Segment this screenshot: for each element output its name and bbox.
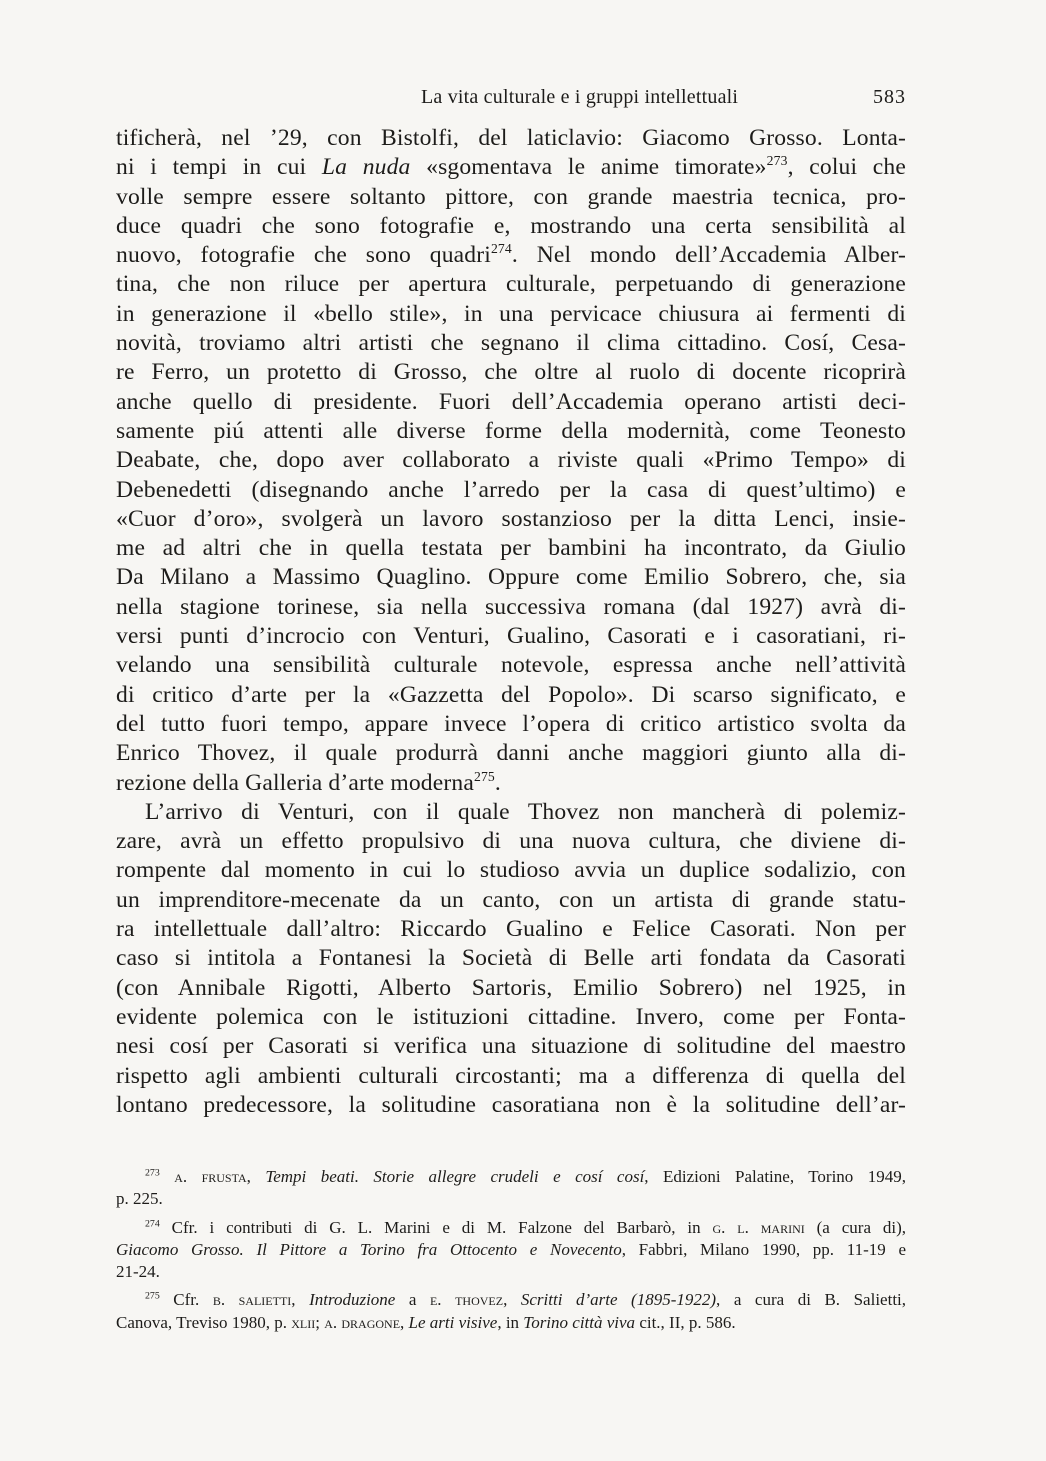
footnote-line: $^{273}$ a. frusta, Tempi beati. Storie allegre crudeli e cosí cosí, Edizioni Palatine, Torino 1949,: [145, 1167, 906, 1186]
body-line: del tutto fuori tempo, appare invece l’opera di critico artistico svolta da: [116, 710, 906, 737]
page-header: [116, 82, 906, 116]
body-line: Enrico Thovez, il quale produrrà danni anche maggiori giunto alla di-: [116, 740, 906, 767]
body-line: L’arrivo di Venturi, con il quale Thovez non mancherà di polemiz-: [145, 798, 906, 825]
body-line: zare, avrà un effetto propulsivo di una nuova cultura, che diviene di-: [116, 828, 906, 855]
page-number: 583: [873, 86, 906, 108]
footnote-line: $^{274}$ Cfr. i contributi di G. L. Marini e di M. Falzone del Barbarò, in g. l. marini (a cura di),: [145, 1217, 907, 1237]
body-line: caso si intitola a Fontanesi la Società di Belle arti fondata da Casorati: [116, 945, 906, 972]
body-line: ni i tempi in cui La nuda «sgomentava le anime timorate»$^{273}$, colui che: [116, 153, 906, 181]
body-line: Debenedetti (disegnando anche l’arredo per la casa di quest’ultimo) e: [116, 476, 906, 503]
body-line: in generazione il «bello stile», in una pervicace chiusura ai fermenti di: [116, 300, 906, 327]
footnote-274: [116, 1217, 906, 1284]
body-line: rispetto agli ambienti culturali circostanti; ma a differenza di quella del: [116, 1062, 906, 1089]
footnotes: [116, 1166, 906, 1334]
body-line: tina, che non riluce per apertura culturale, perpetuando di generazione: [116, 271, 906, 298]
body-line: un imprenditore-mecenate da un canto, con un artista di grande statu-: [116, 886, 906, 913]
body-line: me ad altri che in quella testata per bambini ha incontrato, da Giulio: [116, 535, 906, 562]
body-line: nella stagione torinese, sia nella successiva romana (dal 1927) avrà di-: [116, 593, 906, 620]
body-line: nesi cosí per Casorati si verifica una situazione di solitudine del maestro: [116, 1033, 906, 1060]
body-line: tificherà, nel ’29, con Bistolfi, del laticlavio: Giacomo Grosso. Lonta-: [116, 125, 906, 151]
footnote-273: [116, 1166, 906, 1211]
body-line: re Ferro, un protetto di Grosso, che oltre al ruolo di docente ricoprirà: [116, 359, 906, 386]
footnote-line: 21-24.: [116, 1262, 160, 1282]
body-line: Deabate, che, dopo aver collaborato a riviste quali «Primo Tempo» di: [116, 447, 906, 474]
body-line: anche quello di presidente. Fuori dell’Accademia operano artisti deci-: [116, 388, 906, 415]
footnote-line: Canova, Treviso 1980, p. xlii; a. dragone, Le arti visive, in Torino città viva cit., II, p. 586.: [116, 1312, 736, 1332]
body-text: [116, 124, 906, 1120]
body-line: rompente dal momento in cui lo studioso avvia un duplice sodalizio, con: [116, 857, 906, 884]
body-line: nuovo, fotografie che sono quadri$^{274}$. Nel mondo dell’Accademia Alber-: [116, 241, 906, 269]
body-line: rezione della Galleria d’arte moderna$^{275}$.: [116, 768, 501, 796]
body-line: versi punti d’incrocio con Venturi, Gualino, Casorati e i casoratiani, ri-: [116, 623, 906, 650]
footnote-275: [116, 1289, 906, 1334]
body-line: di critico d’arte per la «Gazzetta del Popolo». Di scarso significato, e: [116, 681, 906, 708]
body-line: Da Milano a Massimo Quaglino. Oppure come Emilio Sobrero, che, sia: [116, 564, 906, 591]
body-line: «Cuor d’oro», svolgerà un lavoro sostanzioso per la ditta Lenci, insie-: [116, 505, 906, 532]
body-line: volle sempre essere soltanto pittore, con grande maestria tecnica, pro-: [116, 183, 906, 210]
footnote-line: $^{275}$ Cfr. b. salietti, Introduzione a e. thovez, Scritti d’arte (1895-1922), a cura di B. Salietti,: [145, 1290, 907, 1310]
body-line: velando una sensibilità culturale notevole, espressa anche nell’attività: [116, 652, 906, 679]
footnote-line: Giacomo Grosso. Il Pittore a Torino fra Ottocento e Novecento, Fabbri, Milano 1990, pp. 11-19 e: [116, 1239, 906, 1259]
body-line: evidente polemica con le istituzioni cittadine. Invero, come per Fonta-: [116, 1003, 906, 1030]
body-line: duce quadri che sono fotografie e, mostrando una certa sensibilità al: [116, 212, 906, 239]
footnote-line: p. 225.: [116, 1189, 163, 1209]
body-line: samente piú attenti alle diverse forme della modernità, come Teonesto: [116, 417, 906, 444]
body-line: lontano predecessore, la solitudine casoratiana non è la solitudine dell’ar-: [116, 1091, 906, 1118]
body-line: ra intellettuale dall’altro: Riccardo Gualino e Felice Casorati. Non per: [116, 916, 906, 943]
running-title: La vita culturale e i gruppi intellettuali: [421, 86, 739, 108]
body-line: (con Annibale Rigotti, Alberto Sartoris, Emilio Sobrero) nel 1925, in: [116, 974, 906, 1001]
body-line: novità, troviamo altri artisti che segnano il clima cittadino. Cosí, Cesa-: [116, 330, 906, 357]
